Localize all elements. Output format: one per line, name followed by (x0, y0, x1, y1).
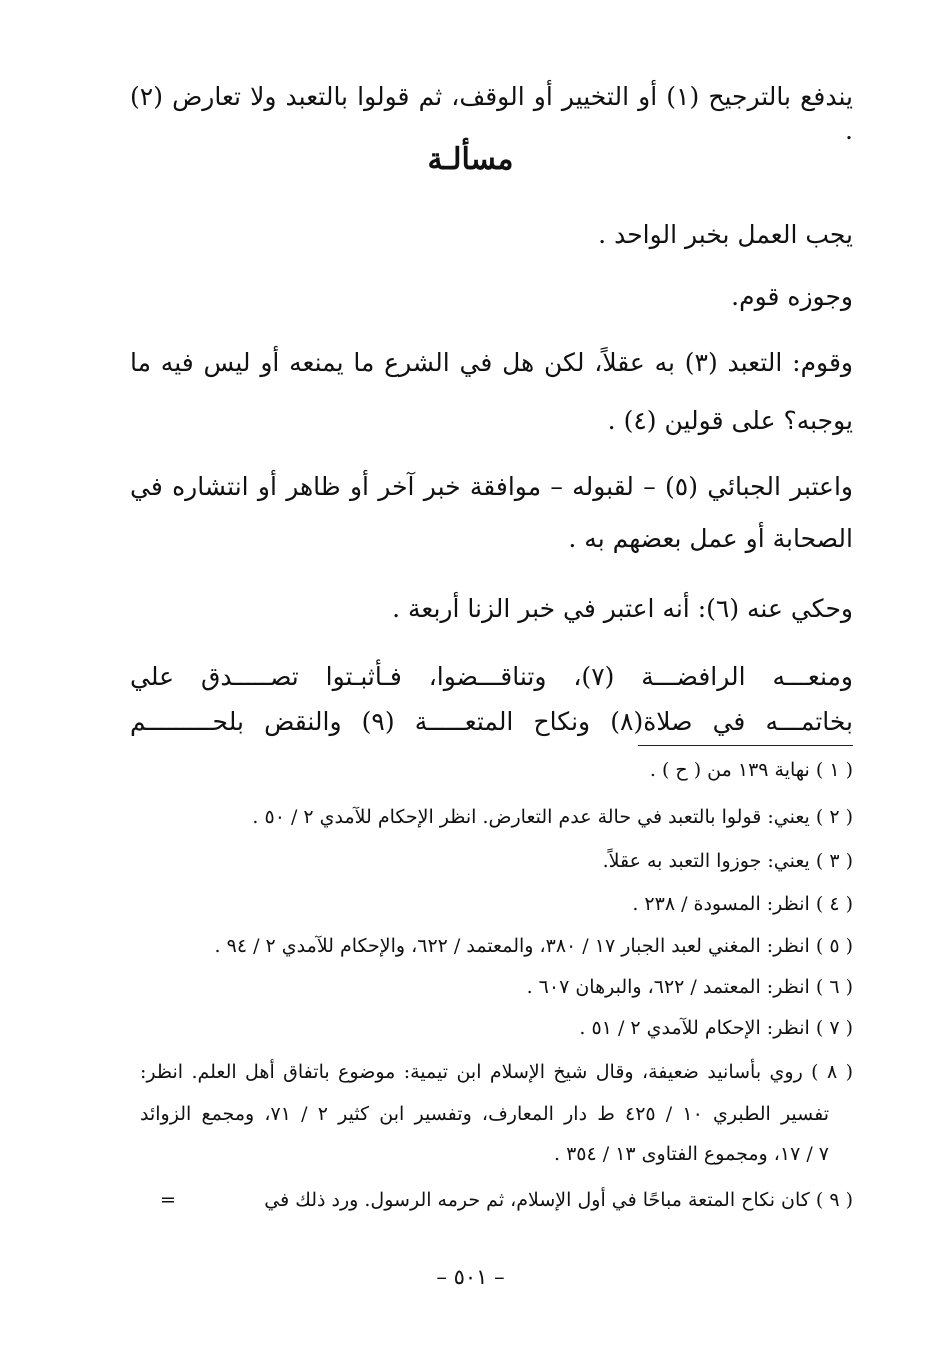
body-line-1: يندفع بالترجيح (١) أو التخيير أو الوقف، ثم قولوا بالتعبد ولا تعارض (٢) . (130, 82, 853, 145)
page-number: – ٥٠١ – (436, 1265, 505, 1289)
continuation-mark: = (160, 1189, 176, 1211)
body-line-9: ومنعـــه الرافضـــة (٧)، وتناقـــضوا، فـأثبـتوا تصـــــدق علي (130, 662, 853, 691)
footnote-4: ( ٤ ) انظر: المسودة / ٢٣٨ . (632, 893, 853, 915)
footnote-8-line-3: ٧ / ١٧، ومجموع الفتاوى ١٣ / ٣٥٤ . (553, 1143, 829, 1165)
footnote-9: ( ٩ ) كان نكاح المتعة مباحًا في أول الإسلام، ثم حرمه الرسول. ورد ذلك في (264, 1189, 853, 1211)
body-line-5: يوجبه؟ على قولين (٤) . (607, 406, 853, 435)
body-line-3: وجوزه قوم. (731, 282, 853, 311)
body-line-7: الصحابة أو عمل بعضهم به . (568, 524, 853, 553)
footnote-3: ( ٣ ) يعني: جوزوا التعبد به عقلاً. (602, 850, 853, 872)
footnote-8-line-2: تفسير الطبري ١٠ / ٤٢٥ ط دار المعارف، وتفسير ابن كثير ٢ / ٧١، ومجمع الزوائد (140, 1103, 830, 1125)
body-line-8: وحكي عنه (٦): أنه اعتبر في خبر الزنا أربعة . (392, 594, 853, 623)
footnote-2: ( ٢ ) يعني: قولوا بالتعبد في حالة عدم التعارض. انظر الإحكام للآمدي ٢ / ٥٠ . (252, 806, 853, 828)
footnote-6: ( ٦ ) انظر: المعتمد / ٦٢٢، والبرهان ٦٠٧ . (526, 976, 853, 998)
section-heading: مسألـة (427, 142, 514, 177)
footnote-8-line-1: ( ٨ ) روي بأسانيد ضعيفة، وقال شيخ الإسلام ابن تيمية: موضوع باتفاق أهل العلم. انظر: (140, 1061, 854, 1083)
body-line-4: وقوم: التعبد (٣) به عقلاً، لكن هل في الشرع ما يمنعه أو ليس فيه ما (130, 348, 853, 377)
body-line-6: واعتبر الجبائي (٥) – لقبوله – موافقة خبر آخر أو ظاهر أو انتشاره في (130, 472, 853, 501)
footnote-5: ( ٥ ) انظر: المغني لعبد الجبار ١٧ / ٣٨٠، والمعتمد / ٦٢٢، والإحكام للآمدي ٢ / ٩٤ . (214, 935, 853, 957)
footnote-7: ( ٧ ) انظر: الإحكام للآمدي ٢ / ٥١ . (579, 1017, 853, 1039)
body-line-2: يجب العمل بخبر الواحد . (598, 220, 853, 249)
body-line-10: بخاتمـــه في صلاة(٨) ونكاح المتعـــــة (٩) والنقض بلحـــــــــم (130, 707, 853, 736)
footnote-separator (638, 745, 853, 746)
footnote-1: ( ١ ) نهاية ١٣٩ من ( ح ) . (649, 759, 853, 781)
